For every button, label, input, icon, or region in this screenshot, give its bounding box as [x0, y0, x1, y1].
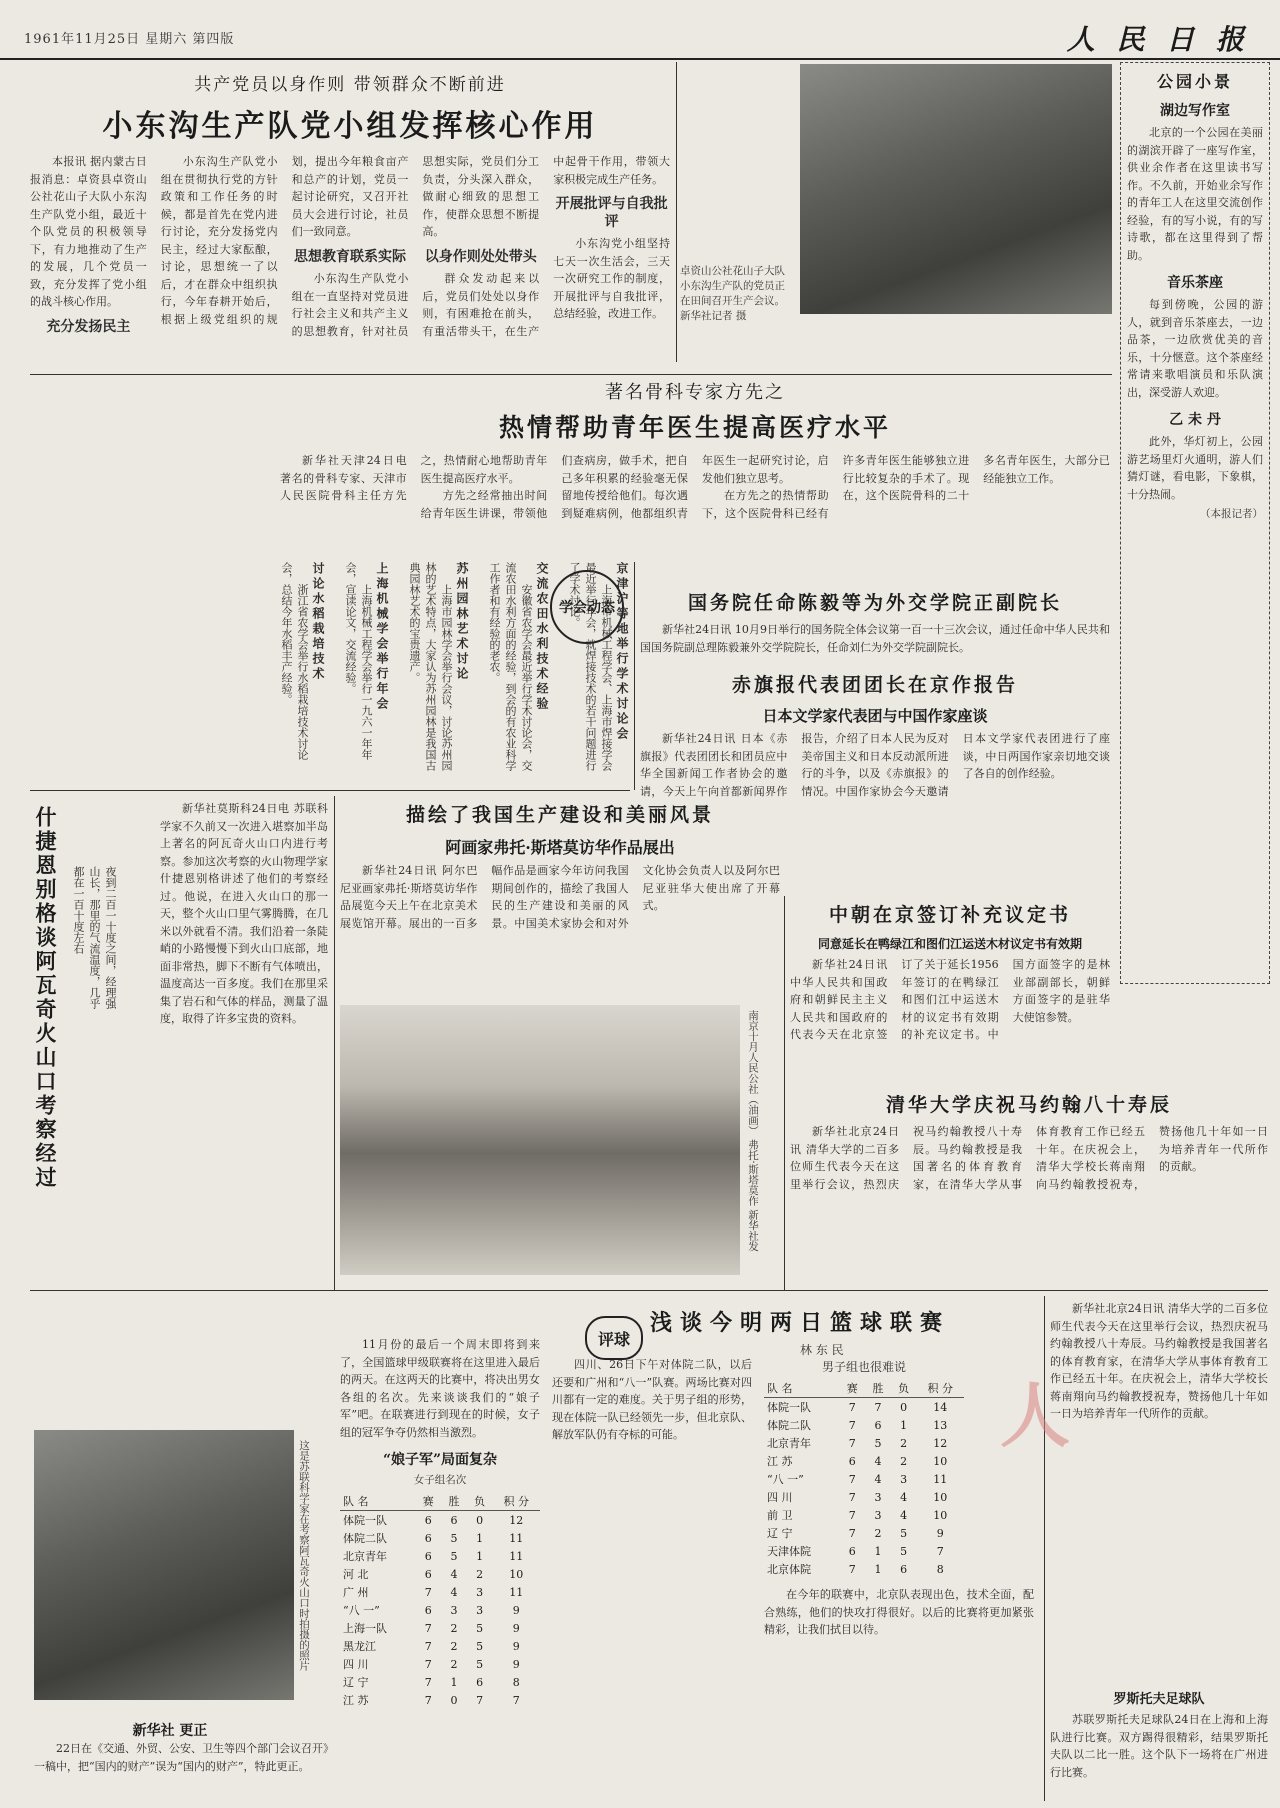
article-body [30, 153, 670, 366]
table-cell: 1 [874, 1544, 882, 1558]
painting-nanjing-commune [340, 1005, 740, 1275]
photo-volcano-expedition [34, 1430, 294, 1700]
table-cell: 7 [848, 1526, 856, 1540]
article-body [764, 1586, 1034, 1639]
article-rostov-football [1050, 1300, 1268, 1800]
sidebar-note: （本报记者） [1200, 508, 1263, 520]
table-cell: 3 [900, 1472, 908, 1486]
table-row [340, 1691, 540, 1709]
men-standings-table [764, 1379, 964, 1576]
article-tsinghua-ma-yuehan [790, 1090, 1268, 1260]
women-standings-table [340, 1492, 540, 1709]
table-row [340, 1511, 540, 1530]
divider [30, 374, 1112, 375]
table-cell: 体院一队 [343, 1514, 387, 1527]
table-cell: “八 一” [343, 1604, 380, 1617]
xueshu-column [30, 562, 630, 784]
table-cell: 2 [476, 1567, 484, 1581]
xueshu-item [400, 562, 470, 772]
headline: 清华大学庆祝马约翰八十寿辰 [885, 1094, 1172, 1116]
table-cell: 6 [424, 1513, 432, 1527]
table-row [764, 1434, 964, 1452]
table-cell: 江 苏 [343, 1694, 369, 1707]
table-row [764, 1524, 964, 1542]
table-cell: 5 [476, 1639, 484, 1653]
article-stamo-exhibition [340, 800, 780, 1000]
photo-caption: 这是苏联科学家在考察阿瓦奇火山口时拍摄的照片 [298, 1440, 310, 1671]
xueshu-item [480, 562, 550, 772]
table-cell: 7 [848, 1436, 856, 1450]
table-cell: 2 [450, 1621, 458, 1635]
table-cell: 5 [450, 1531, 458, 1545]
item-title: 上海机械学会举行年会 [375, 562, 389, 712]
item-title: 苏州园林艺术讨论 [455, 562, 469, 682]
table-cell: 7 [424, 1657, 432, 1671]
subhead: 开展批评与自我批评 [555, 196, 668, 230]
item-text: 安徽省农学会最近举行学术讨论会，交流农田水利方面的经验，到会的有农业科学工作者和有经验的老农。 [488, 562, 533, 771]
paragraph: 群众发动起来以后，党员们处处以身作则，有困难抢在前头，有重活带头干，在生产中起骨干作用，带领大家积极完成生产任务。 [422, 155, 670, 338]
table-cell: 7 [424, 1621, 432, 1635]
item-text: 上海市机械工程学会、上海市焊接学会最近举行年会，就焊接技术的若干问题进行了学术讨论。 [568, 562, 613, 771]
subhead: 充分发扬民主 [46, 318, 131, 335]
table-cell: 6 [424, 1549, 432, 1563]
section-title: 湖边写作室 [1160, 103, 1230, 119]
article-basketball-league [340, 1296, 1040, 1806]
paragraph: 22日在《交通、外贸、公安、卫生等四个部门会议召开》一稿中，把“国内的财产”误为“国内的财产”，特此更正。 [34, 1742, 334, 1773]
subtitle: 阿画家弗托·斯塔莫访华作品展出 [445, 838, 675, 857]
table-cell: 11 [933, 1472, 948, 1486]
subtitle: 同意延长在鸭绿江和图们江运送木材议定书有效期 [817, 937, 1082, 951]
watermark-stamp-icon: 人 [1000, 1374, 1070, 1457]
paragraph: 新华社24日讯 阿尔巴尼亚画家弗托·斯塔莫访华作品展览今天上午在北京美术展览馆开幕。展出的一百多幅作品是画家今年访问我国期间创作的，描绘了我国人民的生产建设和美丽的风景。中国美术家协会和对外文化协会负责人以及阿尔巴尼亚驻华大使出席了开幕式。 [340, 864, 780, 930]
table-row [340, 1547, 540, 1565]
table-cell: 辽 宁 [343, 1676, 369, 1689]
table-header-cell: 赛 [415, 1492, 441, 1511]
table-cell: 5 [900, 1526, 908, 1540]
table-cell: 4 [874, 1454, 882, 1468]
article-body [1050, 1711, 1268, 1781]
table-header-cell: 胜 [441, 1492, 467, 1511]
article-body [640, 621, 1110, 656]
table-cell: 6 [874, 1418, 882, 1432]
table-cell: 6 [476, 1675, 484, 1689]
table-cell: 9 [512, 1603, 520, 1617]
paragraph: 新华社天津24日电 著名的骨科专家、天津市人民医院骨科主任方先之，热情耐心地帮助青年医生提高医疗水平。 [280, 454, 548, 502]
table-cell: 1 [874, 1562, 882, 1576]
masthead [0, 0, 1280, 60]
article-body [340, 1336, 540, 1441]
table-header-cell: 赛 [839, 1379, 865, 1398]
table-cell: 7 [424, 1693, 432, 1707]
subhead: “娘子军”局面复杂 [382, 1452, 498, 1468]
table-cell: 9 [512, 1639, 520, 1653]
table-header-cell: 队 名 [764, 1379, 839, 1398]
paragraph: 小东沟党小组坚持七天一次生活会，三天一次研究工作的制度，开展批评与自我批评，总结经验，改进工作。 [553, 237, 670, 320]
table-row [764, 1506, 964, 1524]
kicker: 著名骨科专家方先之 [605, 382, 785, 403]
table-cell: 5 [874, 1436, 882, 1450]
table-row [340, 1529, 540, 1547]
table-cell: 6 [450, 1513, 458, 1527]
table-cell: 6 [848, 1454, 856, 1468]
correction-notice [34, 1740, 334, 1800]
table-cell: 12 [509, 1513, 524, 1527]
photo-party-meeting [800, 64, 1112, 314]
headline: 中朝在京签订补充议定书 [828, 904, 1071, 926]
headline: 罗斯托夫足球队 [1113, 1692, 1205, 1707]
table-cell: 7 [848, 1400, 856, 1414]
table-header-cell: 胜 [865, 1379, 891, 1398]
byline: 乙 未 丹 [1169, 412, 1221, 428]
item-title: 交流农田水利技术经验 [535, 562, 549, 712]
xueshu-item [336, 562, 390, 772]
table-cell: 5 [476, 1621, 484, 1635]
article-avacha-volcano [30, 796, 330, 1286]
table-cell: 7 [424, 1639, 432, 1653]
table-cell: 6 [424, 1531, 432, 1545]
section-text [1127, 433, 1263, 503]
paragraph: 本报讯 据内蒙古日报消息：卓资县卓资山公社花山子大队小东沟生产队党小组，最近十个队党员的积极领导下，有力地推动了生产的发展，几个党员一致，充分发挥了党小组的战斗核心作用。 [30, 155, 147, 308]
paragraph: 在今年的联赛中，北京队表现出色，技术全面，配合熟练，他们的快攻打得很好。以后的比赛将更加紧张精彩，让我们拭目以待。 [764, 1588, 1034, 1636]
column-title: 公园小景 [1156, 72, 1233, 91]
headline: 小东沟生产队党小组发挥核心作用 [102, 109, 598, 144]
table-cell: 7 [848, 1490, 856, 1504]
table-cell: 黑龙江 [343, 1640, 376, 1653]
table-header-cell: 负 [891, 1379, 917, 1398]
table-cell: 4 [450, 1585, 458, 1599]
table-cell: 7 [936, 1544, 944, 1558]
article-foreign-affairs-college [640, 588, 1110, 666]
table-cell: 7 [874, 1400, 882, 1414]
subtitle: 日本文学家代表团与中国作家座谈 [762, 707, 988, 725]
table-cell: 前 卫 [767, 1509, 793, 1522]
table-row [764, 1560, 964, 1576]
table-cell: 1 [450, 1675, 458, 1689]
paragraph: 方先之经常抽出时间给青年医生讲课，带领他们查病房，做手术，把自己多年积累的经验毫无保留地传授给他们。每次遇到疑难病例，他都组织青年医生一起研究讨论，启发他们独立思考。 [420, 454, 829, 520]
table-cell: 9 [512, 1657, 520, 1671]
table-cell: 8 [936, 1562, 944, 1576]
table-cell: 3 [476, 1585, 484, 1599]
article-body [280, 452, 1110, 558]
sidebar-park-scenes [1120, 62, 1270, 984]
table-cell: 10 [933, 1454, 948, 1468]
headline: 什捷恩别格谈阿瓦奇火山口考察经过 [33, 806, 58, 1190]
table-cell: 7 [512, 1693, 520, 1707]
item-title: 京津沪等地举行学术讨论会 [615, 562, 629, 742]
table-cell: 江 苏 [767, 1455, 793, 1468]
table-cell: 8 [512, 1675, 520, 1689]
table-cell: 12 [933, 1436, 948, 1450]
table-row [340, 1637, 540, 1655]
article-body [790, 1123, 1268, 1248]
poem: 夜到二百一十度之间，经理强山长，那里的气流温度，几乎都在一百十度左右 [72, 866, 117, 1009]
pingqiu-badge: 评球 [585, 1316, 643, 1360]
divider [30, 790, 630, 791]
paragraph: 在方先之的热情帮助下，这个医院骨科已经有许多青年医生能够独立进行比较复杂的手术了。现在，这个医院骨科的二十多名青年医生，大部分已经能独立工作。 [701, 454, 1110, 520]
table-cell: 北京青年 [767, 1437, 811, 1450]
byline: 林 东 民 [800, 1343, 844, 1357]
table-cell: 6 [424, 1603, 432, 1617]
section-text [1127, 296, 1263, 401]
headline: 描绘了我国生产建设和美丽风景 [405, 804, 714, 826]
table-cell: 7 [424, 1585, 432, 1599]
table-cell: 1 [476, 1549, 484, 1563]
article-body [160, 800, 328, 1280]
table-cell: 体院二队 [767, 1419, 811, 1432]
table-cell: 1 [900, 1418, 908, 1432]
table-cell: 6 [848, 1544, 856, 1558]
table-cell: 辽 宁 [767, 1527, 793, 1540]
table-cell: 四 川 [343, 1658, 369, 1671]
divider [30, 1290, 1268, 1291]
paragraph: 小东沟生产队党小组在贯彻执行党的方针政策和工作任务的时候，都是首先在党内进行讨论，充分发扬党内民主，经过大家酝酿，讨论，思想统一了以后，才在群众中组织执行，今年春耕开始后，根据上级党组织的规划，提出今年粮食亩产和总产的计划，党员一起讨论研究，又召开社员大会进行讨论，社员们一致同意。 [160, 155, 409, 326]
xueshu-item [560, 562, 630, 772]
headline: 热情帮助青年医生提高医疗水平 [498, 413, 891, 442]
headline: 国务院任命陈毅等为外交学院正副院长 [687, 592, 1062, 614]
paragraph: 小东沟生产队党小组在一直坚持对党员进行社会主义和共产主义的思想教育，针对社员思想实际，党员们分工负责，分头深入群众，做耐心细致的思想工作，使群众思想不断提高。 [291, 155, 540, 338]
table-cell: 2 [874, 1526, 882, 1540]
table-cell: 广 州 [343, 1586, 369, 1599]
table-cell: “八 一” [767, 1473, 804, 1486]
column-rule [784, 896, 785, 1290]
table-row [764, 1452, 964, 1470]
table-cell: 7 [848, 1418, 856, 1432]
paragraph: 11月份的最后一个周末即将到来了，全国篮球甲级联赛将在这里进入最后的两天。在这两天的比赛中，将决出男女各组的名次。先来谈谈我们的“娘子军”吧。在联赛进行到现在的时候，女子组的冠军争夺仍然相当激烈。 [340, 1338, 540, 1439]
table-cell: 0 [900, 1400, 908, 1414]
col-middle [552, 1356, 752, 1806]
item-text: 上海机械工程学会举行一九六一年年会，宣读论文，交流经验。 [344, 562, 373, 760]
table-cell: 7 [848, 1508, 856, 1522]
item-title: 讨论水稻栽培技术 [311, 562, 325, 682]
table-row [764, 1470, 964, 1488]
table-row [764, 1488, 964, 1506]
paragraph: 此外，华灯初上，公园游艺场里灯火通明，游人们猜灯谜，看电影，下象棋，十分热闹。 [1127, 435, 1263, 501]
painting-caption: 南京十月人民公社（油画） 弗托·斯塔莫作 新华社发 [747, 1010, 759, 1252]
table-cell: 4 [900, 1508, 908, 1522]
table-cell: 5 [900, 1544, 908, 1558]
table-header-cell: 队 名 [340, 1492, 415, 1511]
col-right-text [764, 1586, 1034, 1806]
paragraph: 新华社莫斯科24日电 苏联科学家不久前又一次进入堪察加半岛上著名的阿瓦奇火山口内进行考察。参加这次考察的火山物理学家什捷恩别格讲述了他们的考察经过。他说，在进入火山口的那一天，整个火山口里气雾腾腾，在几米以外就看不清。我们沿着一条陡峭的小路慢慢下到火山口底部，地面非常热，脚下不断有气体喷出，温度高达一百多度。我们在那里采集了岩石和气体的样品，测量了温度，取得了许多宝贵的资料。 [160, 802, 328, 1025]
table-cell: 河 北 [343, 1568, 369, 1581]
table-cell: 北京青年 [343, 1550, 387, 1563]
table-title: 女子组名次 [413, 1474, 467, 1486]
table-row [340, 1619, 540, 1637]
col-left [340, 1336, 540, 1806]
table-cell: 4 [900, 1490, 908, 1504]
paragraph: 苏联罗斯托夫足球队24日在上海和上海队进行比赛。双方踢得很精彩，结果罗斯托夫队以二比一胜。这个队下一场将在广州进行比赛。 [1050, 1713, 1268, 1779]
table-row [340, 1601, 540, 1619]
table-cell: 2 [900, 1454, 908, 1468]
table-cell: 4 [874, 1472, 882, 1486]
table-cell: 11 [509, 1585, 524, 1599]
table-cell: 10 [509, 1567, 524, 1581]
table-cell: 9 [512, 1621, 520, 1635]
table-row [340, 1673, 540, 1691]
table-header-cell: 积 分 [916, 1379, 964, 1398]
table-cell: 7 [848, 1562, 856, 1576]
table-cell: 6 [900, 1562, 908, 1576]
section-title: 音乐茶座 [1167, 275, 1223, 291]
article-xiaodonggou [30, 66, 670, 366]
table-cell: 7 [848, 1472, 856, 1486]
table-cell: 7 [476, 1693, 484, 1707]
paragraph: 新华社24日讯 中华人民共和国政府和朝鲜民主主义人民共和国政府的代表今天在北京签订了关于延长1956年签订的在鸭绿江和图们江中运送木材的议定书有效期的补充议定书。中国方面签字的是林业部副部长，朝鲜方面签字的是驻华大使馆参赞。 [790, 958, 1110, 1041]
table-cell: 体院一队 [767, 1401, 811, 1414]
date-line: 1961年11月25日 星期六 第四版 [24, 32, 235, 47]
table-cell: 体院二队 [343, 1532, 387, 1545]
table-header-cell: 积 分 [492, 1492, 540, 1511]
table-cell: 3 [450, 1603, 458, 1617]
table-row [340, 1565, 540, 1583]
paper-name: 人 民 日 报 [1066, 23, 1250, 56]
paragraph: 北京的一个公园在美丽的湖滨开辟了一座写作室，供业余作者在这里读书写作。不久前，开始业余写作的青年工人在这里交流创作经验，有的写小说，有的写诗歌，都在这里得到了帮助。 [1127, 126, 1263, 262]
article-body [340, 862, 780, 1000]
headline: 赤旗报代表团团长在京作报告 [731, 674, 1018, 696]
table-cell: 3 [874, 1508, 882, 1522]
table-cell: 0 [476, 1513, 484, 1527]
section-text [1127, 124, 1263, 264]
table-cell: 6 [424, 1567, 432, 1581]
table-cell: 3 [874, 1490, 882, 1504]
article-fang-xianzhi [280, 378, 1110, 558]
table-cell: 11 [509, 1549, 524, 1563]
table-row [764, 1542, 964, 1560]
table-row [340, 1655, 540, 1673]
table-cell: 5 [450, 1549, 458, 1563]
table-cell: 11 [509, 1531, 524, 1545]
table-cell: 2 [450, 1657, 458, 1671]
table-cell: 北京体院 [767, 1563, 811, 1576]
article-body [1050, 1300, 1268, 1680]
table-cell: 0 [450, 1693, 458, 1707]
table-cell: 10 [933, 1508, 948, 1522]
table-cell: 7 [424, 1675, 432, 1689]
table-cell: 上海一队 [343, 1622, 387, 1635]
table-cell: 9 [936, 1526, 944, 1540]
table-cell: 天津体院 [767, 1545, 811, 1558]
table-row [764, 1416, 964, 1434]
photo-caption: 卓资山公社花山子大队小东沟生产队的党员正在田间召开生产会议。 新华社记者 摄 [680, 265, 785, 322]
column-rule [634, 562, 635, 790]
paragraph: 新华社北京24日讯 清华大学的二百多位师生代表今天在这里举行会议，热烈庆祝马约翰教授八十寿辰。马约翰教授是我国著名的体育教育家，在清华大学从事体育教育工作已经五十年。在庆祝会上，清华大学校长蒋南翔向马约翰教授祝寿，赞扬他几十年如一日为培养青年一代所作的贡献。 [1050, 1302, 1268, 1420]
paragraph: 四川、26日下午对体院二队，以后还要和广州和“八一”队赛。两场比赛对四川都有一定的难度。关于男子组的形势，现在体院一队已经领先一步，但北京队、解放军队仍有夺标的可能。 [552, 1358, 752, 1441]
article-body [790, 956, 1110, 1066]
headline: 浅谈今明两日篮球联赛 [650, 1310, 951, 1336]
photo-credit: 新华社 更正 [132, 1723, 208, 1739]
xueshu-item [272, 562, 326, 772]
table-title: 男子组也很难说 [821, 1360, 906, 1374]
table-header-cell: 负 [467, 1492, 493, 1511]
kicker: 共产党员以身作则 带领群众不断前进 [194, 75, 506, 95]
table-cell: 14 [933, 1400, 948, 1414]
subhead: 思想教育联系实际 [293, 248, 406, 265]
paragraph: 每到傍晚，公园的游人，就到音乐茶座去，一边品茶，一边欣赏优美的音乐，十分惬意。这个茶座经常请来歌唱演员和乐队演出，深受游人欢迎。 [1127, 298, 1263, 399]
article-body [552, 1356, 752, 1444]
table-cell: 3 [476, 1603, 484, 1617]
subhead: 以身作则处处带头 [424, 248, 537, 265]
table-cell: 四 川 [767, 1491, 793, 1504]
xueshu-badge: 学会动态 [550, 570, 624, 644]
table-cell: 4 [450, 1567, 458, 1581]
paragraph: 新华社24日讯 日本《赤旗报》代表团团长和团员应中华全国新闻工作者协会的邀请，今天上午向首都新闻界作报告，介绍了日本人民为反对美帝国主义和日本反动派所进行的斗争，以及《赤旗报》的情况。中国作家协会今天邀请日本文学家代表团进行了座谈，中日两国作家亲切地交谈了各自的创作经验。 [640, 732, 1110, 798]
table-row [764, 1398, 964, 1417]
item-text: 上海市园林学会举行会议，讨论苏州园林的艺术特点，大家认为苏州园林是我国古典园林艺术的宝贵遗产。 [408, 562, 453, 771]
table-cell: 13 [933, 1418, 948, 1432]
paragraph: 新华社24日讯 10月9日举行的国务院全体会议第一百一十三次会议，通过任命中华人民共和国国务院副总理陈毅兼外交学院院长，任命刘仁为外交学院副院长。 [640, 623, 1110, 654]
paragraph: 新华社北京24日讯 清华大学的二百多位师生代表今天在这里举行会议，热烈庆祝马约翰教授八十寿辰。马约翰教授是我国著名的体育教育家，在清华大学从事体育教育工作已经五十年。在庆祝会上，清华大学校长蒋南翔向马约翰教授祝寿，赞扬他几十年如一日为培养青年一代所作的贡献。 [790, 1125, 1268, 1191]
table-cell: 5 [476, 1657, 484, 1671]
col-table-men [764, 1356, 964, 1576]
table-cell: 1 [476, 1531, 484, 1545]
column-rule [334, 796, 335, 1290]
table-cell: 10 [933, 1490, 948, 1504]
table-cell: 2 [900, 1436, 908, 1450]
column-rule [676, 62, 677, 362]
item-text: 浙江省农学会举行水稻栽培技术讨论会，总结今年水稻丰产经验。 [280, 562, 309, 760]
table-row [340, 1583, 540, 1601]
table-cell: 2 [450, 1639, 458, 1653]
article-china-korea-protocol [790, 900, 1110, 1080]
